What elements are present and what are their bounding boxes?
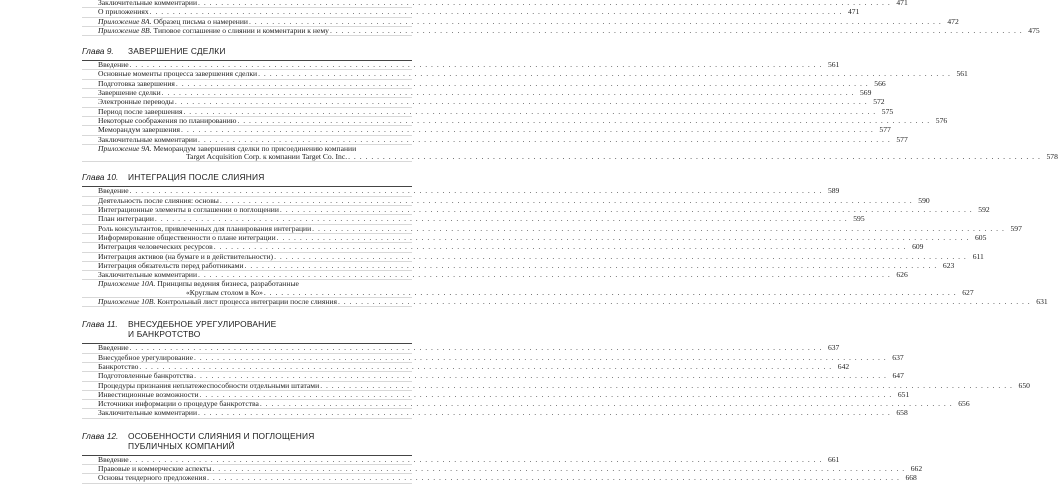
dot-leader: . . . . . . . . . . . . . . . . . . . . . . . . . . . . . . . . . . . . . . . . . . . . . . . . . . . . . . . . . . . . . . . . . . . . . . . . . . . . . . . . . . . . . . . . . . . . . . . . . . . . . . . . . . . . . . . . . . . . . . . . bbox=[175, 78, 869, 88]
entry-title: Некоторые соображения по планированию bbox=[98, 115, 237, 125]
chapter-title-line: ПУБЛИЧНЫХ КОМПАНИЙ bbox=[128, 440, 235, 451]
dot-leader: . . . . . . . . . . . . . . . . . . . . . . . . . . . . . . . . . . . . . . . . . . . . . . . . . . . . . . . . . . . . . . . . . . . . . . . . . . . . . . . . . . . . . . . . . . . . . . . . . . . . . . . . . . . . . . . . . . . . . . . . bbox=[129, 343, 823, 353]
entry-title: Интеграция человеческих ресурсов bbox=[98, 242, 213, 252]
entry-title: Интеграция активов (на бумаге и в действительности) bbox=[98, 251, 274, 261]
dot-leader: . . . . . . . . . . . . . . . . . . . . . . . . . . . . . . . . . . . . . . . . . . . . . . . . . . . . . . . . . . . . . . . . . . . . . . . . . . . . . . . . . . . . . . . . . . . . . . . . . . . . . . . . . . . . . . . . . . . . . . . . bbox=[258, 69, 951, 79]
page-number: 656 bbox=[958, 399, 970, 409]
appendix-label: Приложение 8B. bbox=[98, 25, 152, 35]
dot-leader: . . . . . . . . . . . . . . . . . . . . . . . . . . . . . . . . . . . . . . . . . . . . . . . . . . . . . . . . . . . . . . . . . . . . . . . . . . . . . . . . . . . . . . . . . . . . . . . . . . . . . . . . . . . . . . . . . . . . . . . . bbox=[181, 125, 874, 135]
dot-leader: . . . . . . . . . . . . . . . . . . . . . . . . . . . . . . . . . . . . . . . . . . . . . . . . . . . . . . . . . . . . . . . . . . . . . . . . . . . . . . . . . . . . . . . . . . . . . . . . . . . . . . . . . . . . . . . . . . . . . . . . bbox=[274, 251, 967, 261]
entry-title: Приложение 8А. Образец письма о намерении bbox=[98, 16, 248, 26]
entry-title: Роль консультантов, привлеченных для планирования интеграции bbox=[98, 223, 312, 233]
entry-title: Заключительные комментарии bbox=[98, 0, 198, 7]
entry-title: Период после завершения bbox=[98, 106, 183, 116]
chapter-number: Глава 12. bbox=[82, 430, 119, 441]
page-number: 637 bbox=[827, 343, 840, 353]
chapter-number: Глава 9. bbox=[82, 46, 114, 57]
entry-title: Основные моменты процесса завершения сделки bbox=[98, 69, 258, 79]
chapter-heading bbox=[82, 46, 412, 56]
page-number: 661 bbox=[827, 454, 840, 464]
page-number: 626 bbox=[896, 270, 908, 280]
dot-leader: . . . . . . . . . . . . . . . . . . . . . . . . . . . . . . . . . . . . . . . . . . . . . . . . . . . . . . . . . . . . . . . . . . . . . . . . . . . . . . . . . . . . . . . . . . . . . . . . . . . . . . . . . . . . . . . . . . . . . . . . bbox=[129, 454, 823, 464]
page-number: 471 bbox=[847, 7, 860, 17]
dot-leader: . . . . . . . . . . . . . . . . . . . . . . . . . . . . . . . . . . . . . . . . . . . . . . . . . . . . . . . . . . . . . . . . . . . . . . . . . . . . . . . . . . . . . . . . . . . . . . . . . . . . . . . . . . . . . . . . . . . . . . . . bbox=[129, 186, 823, 196]
page-number: 662 bbox=[910, 463, 923, 473]
page-number: 575 bbox=[881, 106, 894, 116]
dot-leader: . . . . . . . . . . . . . . . . . . . . . . . . . . . . . . . . . . . . . . . . . . . . . . . . . . . . . . . . . . . . . . . . . . . . . . . . . . . . . . . . . . . . . . . . . . . . . . . . . . . . . . . . . . . . . . . . . . . . . . . . bbox=[149, 7, 843, 17]
dot-leader: . . . . . . . . . . . . . . . . . . . . . . . . . . . . . . . . . . . . . . . . . . . . . . . . . . . . . . . . . . . . . . . . . . . . . . . . . . . . . . . . . . . . . . . . . . . . . . . . . . . . . . . . . . . . . . . . . . . . . . . . bbox=[154, 214, 848, 224]
entry-title: Правовые и коммерческие аспекты bbox=[98, 463, 212, 473]
page-number: 637 bbox=[892, 352, 904, 362]
entry-title: Введение bbox=[98, 343, 129, 353]
dot-leader: . . . . . . . . . . . . . . . . . . . . . . . . . . . . . . . . . . . . . . . . . . . . . . . . . . . . . . . . . . . . . . . . . . . . . . . . . . . . . . . . . . . . . . . . . . . . . . . . . . . . . . . . . . . . . . . . . . . . . . . . bbox=[183, 106, 877, 116]
chapter-entries bbox=[82, 343, 1030, 418]
entry-title: Источники информации о процедуре банкротства bbox=[98, 399, 259, 409]
entry-title: Электронные переводы bbox=[98, 97, 174, 107]
list-item bbox=[82, 473, 917, 483]
dot-leader: . . . . . . . . . . . . . . . . . . . . . . . . . . . . . . . . . . . . . . . . . . . . . . . . . . . . . . . . . . . . . . . . . . . . . . . . . . . . . . . . . . . . . . . . . . . . . . . . . . . . . . . . . . . . . . . . . . . . . . . . bbox=[198, 0, 891, 7]
entry-title: Target Acquisition Corp. к компании Target Co. Inc. bbox=[186, 152, 348, 162]
dot-leader: . . . . . . . . . . . . . . . . . . . . . . . . . . . . . . . . . . . . . . . . . . . . . . . . . . . . . . . . . . . . . . . . . . . . . . . . . . . . . . . . . . . . . . . . . . . . . . . . . . . . . . . . . . . . . . . . . . . . . . . . bbox=[198, 408, 891, 418]
chapter-title-line: ИНТЕГРАЦИЯ ПОСЛЕ СЛИЯНИЯ bbox=[128, 172, 265, 183]
chapter-title-line: ВНЕСУДЕБНОЕ УРЕГУЛИРОВАНИЕ bbox=[128, 319, 277, 330]
dot-leader: . . . . . . . . . . . . . . . . . . . . . . . . . . . . . . . . . . . . . . . . . . . . . . . . . . . . . . . . . . . . . . . . . . . . . . . . . . . . . . . . . . . . . . . . . . . . . . . . . . . . . . . . . . . . . . . . . . . . . . . . bbox=[337, 297, 1031, 307]
page-number: 627 bbox=[962, 287, 974, 297]
page-number: 595 bbox=[853, 214, 865, 224]
list-item bbox=[82, 408, 908, 418]
page-number: 647 bbox=[892, 371, 904, 381]
dot-leader: . . . . . . . . . . . . . . . . . . . . . . . . . . . . . . . . . . . . . . . . . . . . . . . . . . . . . . . . . . . . . . . . . . . . . . . . . . . . . . . . . . . . . . . . . . . . . . . . . . . . . . . . . . . . . . . . . . . . . . . . bbox=[139, 361, 833, 371]
page-number: 631 bbox=[1036, 297, 1048, 307]
page-number: 651 bbox=[897, 389, 910, 399]
dot-leader: . . . . . . . . . . . . . . . . . . . . . . . . . . . . . . . . . . . . . . . . . . . . . . . . . . . . . . . . . . . . . . . . . . . . . . . . . . . . . . . . . . . . . . . . . . . . . . . . . . . . . . . . . . . . . . . . . . . . . . . . bbox=[276, 232, 970, 242]
page-number: 577 bbox=[896, 134, 908, 144]
chapter-heading bbox=[82, 319, 412, 339]
dot-leader: . . . . . . . . . . . . . . . . . . . . . . . . . . . . . . . . . . . . . . . . . . . . . . . . . . . . . . . . . . . . . . . . . . . . . . . . . . . . . . . . . . . . . . . . . . . . . . . . . . . . . . . . . . . . . . . . . . . . . . . . bbox=[199, 389, 893, 399]
entry-title: Процедуры признания неплатежеспособности отдельными штатами bbox=[98, 380, 320, 390]
chapter-entries bbox=[82, 60, 1058, 162]
entry-title: Введение bbox=[98, 454, 129, 464]
dot-leader: . . . . . . . . . . . . . . . . . . . . . . . . . . . . . . . . . . . . . . . . . . . . . . . . . . . . . . . . . . . . . . . . . . . . . . . . . . . . . . . . . . . . . . . . . . . . . . . . . . . . . . . . . . . . . . . . . . . . . . . . bbox=[320, 380, 1013, 390]
chapter-title-line: И БАНКРОТСТВО bbox=[128, 329, 201, 340]
page-number: 472 bbox=[947, 16, 959, 26]
list-item bbox=[82, 25, 1040, 36]
dot-leader: . . . . . . . . . . . . . . . . . . . . . . . . . . . . . . . . . . . . . . . . . . . . . . . . . . . . . . . . . . . . . . . . . . . . . . . . . . . . . . . . . . . . . . . . . . . . . . . . . . . . . . . . . . . . . . . . . . . . . . . . bbox=[194, 371, 887, 381]
entry-title: Приложение 9А. Меморандум завершения сделки по присоединению компании bbox=[98, 143, 357, 153]
chapter-title bbox=[128, 431, 315, 451]
page-number: 642 bbox=[837, 361, 850, 371]
dot-leader: . . . . . . . . . . . . . . . . . . . . . . . . . . . . . . . . . . . . . . . . . . . . . . . . . . . . . . . . . . . . . . . . . . . . . . . . . . . . . . . . . . . . . . . . . . . . . . . . . . . . . . . . . . . . . . . . . . . . . . . . bbox=[279, 205, 973, 215]
page-number: 569 bbox=[860, 88, 872, 98]
page-number: 592 bbox=[978, 205, 990, 215]
page-number: 590 bbox=[918, 195, 930, 205]
table-of-contents bbox=[82, 0, 1058, 484]
dot-leader: . . . . . . . . . . . . . . . . . . . . . . . . . . . . . . . . . . . . . . . . . . . . . . . . . . . . . . . . . . . . . . . . . . . . . . . . . . . . . . . . . . . . . . . . . . . . . . . . . . . . . . . . . . . . . . . . . . . . . . . . bbox=[161, 88, 855, 98]
page-number: 668 bbox=[905, 473, 917, 483]
dot-leader: . . . . . . . . . . . . . . . . . . . . . . . . . . . . . . . . . . . . . . . . . . . . . . . . . . . . . . . . . . . . . . . . . . . . . . . . . . . . . . . . . . . . . . . . . . . . . . . . . . . . . . . . . . . . . . . . . . . . . . . . bbox=[348, 152, 1041, 162]
page-number: 658 bbox=[896, 408, 908, 418]
entry-title: Приложение 10В. Контрольный лист процесса интеграции после слияния bbox=[98, 297, 337, 307]
page-number: 611 bbox=[972, 251, 984, 261]
entry-title: Информирование общественности о плане интеграции bbox=[98, 232, 276, 242]
dot-leader: . . . . . . . . . . . . . . . . . . . . . . . . . . . . . . . . . . . . . . . . . . . . . . . . . . . . . . . . . . . . . . . . . . . . . . . . . . . . . . . . . . . . . . . . . . . . . . . . . . . . . . . . . . . . . . . . . . . . . . . . bbox=[213, 242, 907, 252]
dot-leader: . . . . . . . . . . . . . . . . . . . . . . . . . . . . . . . . . . . . . . . . . . . . . . . . . . . . . . . . . . . . . . . . . . . . . . . . . . . . . . . . . . . . . . . . . . . . . . . . . . . . . . . . . . . . . . . . . . . . . . . . bbox=[312, 223, 1005, 233]
appendix-continuation bbox=[82, 152, 1058, 162]
page-number: 561 bbox=[956, 69, 968, 79]
entry-title: Заключительные комментарии bbox=[98, 408, 198, 418]
chapter-title-line: ЗАВЕРШЕНИЕ СДЕЛКИ bbox=[128, 46, 226, 57]
chapter-title bbox=[128, 319, 276, 339]
chapter-entries bbox=[82, 186, 1048, 307]
dot-leader: . . . . . . . . . . . . . . . . . . . . . . . . . . . . . . . . . . . . . . . . . . . . . . . . . . . . . . . . . . . . . . . . . . . . . . . . . . . . . . . . . . . . . . . . . . . . . . . . . . . . . . . . . . . . . . . . . . . . . . . . bbox=[249, 16, 942, 26]
dot-leader: . . . . . . . . . . . . . . . . . . . . . . . . . . . . . . . . . . . . . . . . . . . . . . . . . . . . . . . . . . . . . . . . . . . . . . . . . . . . . . . . . . . . . . . . . . . . . . . . . . . . . . . . . . . . . . . . . . . . . . . . bbox=[212, 463, 906, 473]
chapter-heading bbox=[82, 431, 412, 451]
dot-leader: . . . . . . . . . . . . . . . . . . . . . . . . . . . . . . . . . . . . . . . . . . . . . . . . . . . . . . . . . . . . . . . . . . . . . . . . . . . . . . . . . . . . . . . . . . . . . . . . . . . . . . . . . . . . . . . . . . . . . . . . bbox=[198, 134, 891, 144]
dot-leader: . . . . . . . . . . . . . . . . . . . . . . . . . . . . . . . . . . . . . . . . . . . . . . . . . . . . . . . . . . . . . . . . . . . . . . . . . . . . . . . . . . . . . . . . . . . . . . . . . . . . . . . . . . . . . . . . . . . . . . . . bbox=[193, 352, 887, 362]
chapter-number: Глава 10. bbox=[82, 172, 119, 183]
entry-title: Инвестиционные возможности bbox=[98, 389, 199, 399]
entry-title: Приложение 10А. Принципы ведения бизнеса, разработанные bbox=[98, 279, 299, 289]
entry-title: Меморандум завершения bbox=[98, 125, 181, 135]
appendix-label: Приложение 10В. bbox=[98, 297, 156, 307]
appendix-label: Приложение 10А. bbox=[98, 279, 156, 289]
dot-leader: . . . . . . . . . . . . . . . . . . . . . . . . . . . . . . . . . . . . . . . . . . . . . . . . . . . . . . . . . . . . . . . . . . . . . . . . . . . . . . . . . . . . . . . . . . . . . . . . . . . . . . . . . . . . . . . . . . . . . . . . bbox=[244, 260, 938, 270]
page-number: 471 bbox=[896, 0, 908, 7]
entry-title: Введение bbox=[98, 60, 129, 70]
entry-title: Заключительные комментарии bbox=[98, 134, 198, 144]
dot-leader: . . . . . . . . . . . . . . . . . . . . . . . . . . . . . . . . . . . . . . . . . . . . . . . . . . . . . . . . . . . . . . . . . . . . . . . . . . . . . . . . . . . . . . . . . . . . . . . . . . . . . . . . . . . . . . . . . . . . . . . . bbox=[174, 97, 868, 107]
entry-title: Приложение 8B. Типовое соглашение о слиянии и комментарии к нему bbox=[98, 25, 329, 35]
page-number: 566 bbox=[874, 78, 886, 88]
entry-title: Введение bbox=[98, 186, 129, 196]
dot-leader: . . . . . . . . . . . . . . . . . . . . . . . . . . . . . . . . . . . . . . . . . . . . . . . . . . . . . . . . . . . . . . . . . . . . . . . . . . . . . . . . . . . . . . . . . . . . . . . . . . . . . . . . . . . . . . . . . . . . . . . . bbox=[329, 25, 1023, 35]
page-number: 577 bbox=[879, 125, 891, 135]
appendix-item bbox=[82, 297, 1048, 307]
entry-title: Заключительные комментарии bbox=[98, 270, 198, 280]
dot-leader: . . . . . . . . . . . . . . . . . . . . . . . . . . . . . . . . . . . . . . . . . . . . . . . . . . . . . . . . . . . . . . . . . . . . . . . . . . . . . . . . . . . . . . . . . . . . . . . . . . . . . . . . . . . . . . . . . . . . . . . . bbox=[237, 115, 931, 125]
chapter-heading bbox=[82, 172, 412, 182]
entry-title: Внесудебное урегулирование bbox=[98, 352, 193, 362]
appendix-label: Приложение 8А. bbox=[98, 16, 152, 26]
chapter-title bbox=[128, 172, 264, 182]
entry-title: Основы тендерного предложения bbox=[98, 473, 207, 483]
dot-leader: . . . . . . . . . . . . . . . . . . . . . . . . . . . . . . . . . . . . . . . . . . . . . . . . . . . . . . . . . . . . . . . . . . . . . . . . . . . . . . . . . . . . . . . . . . . . . . . . . . . . . . . . . . . . . . . . . . . . . . . . bbox=[259, 399, 953, 409]
dot-leader: . . . . . . . . . . . . . . . . . . . . . . . . . . . . . . . . . . . . . . . . . . . . . . . . . . . . . . . . . . . . . . . . . . . . . . . . . . . . . . . . . . . . . . . . . . . . . . . . . . . . . . . . . . . . . . . . . . . . . . . . bbox=[263, 287, 957, 297]
page-number: 650 bbox=[1018, 380, 1030, 390]
page-number: 605 bbox=[974, 232, 987, 242]
page-number: 561 bbox=[827, 60, 840, 70]
entry-title: План интеграции bbox=[98, 214, 154, 224]
entry-title: О приложениях bbox=[98, 7, 149, 17]
page-number: 609 bbox=[912, 242, 924, 252]
page-number: 572 bbox=[873, 97, 885, 107]
entry-title: «Круглым столом в Ко» bbox=[186, 287, 263, 297]
entry-title: Интеграционные элементы в соглашении о поглощении bbox=[98, 205, 279, 215]
entry-title: Деятельность после слияния: основы bbox=[98, 195, 219, 205]
page-number: 597 bbox=[1010, 223, 1022, 233]
page-number: 578 bbox=[1046, 152, 1058, 162]
chapter-number: Глава 11. bbox=[82, 319, 118, 330]
chapter-title bbox=[128, 46, 226, 56]
chapter-title-line: ОСОБЕННОСТИ СЛИЯНИЯ И ПОГЛОЩЕНИЯ bbox=[128, 430, 315, 441]
page-number: 475 bbox=[1028, 25, 1040, 35]
dot-leader: . . . . . . . . . . . . . . . . . . . . . . . . . . . . . . . . . . . . . . . . . . . . . . . . . . . . . . . . . . . . . . . . . . . . . . . . . . . . . . . . . . . . . . . . . . . . . . . . . . . . . . . . . . . . . . . . . . . . . . . . bbox=[207, 473, 900, 483]
page-number: 589 bbox=[827, 186, 840, 196]
chapter-entries bbox=[82, 454, 923, 484]
dot-leader: . . . . . . . . . . . . . . . . . . . . . . . . . . . . . . . . . . . . . . . . . . . . . . . . . . . . . . . . . . . . . . . . . . . . . . . . . . . . . . . . . . . . . . . . . . . . . . . . . . . . . . . . . . . . . . . . . . . . . . . . bbox=[198, 270, 891, 280]
page-number: 623 bbox=[942, 260, 955, 270]
entry-title: Банкротство bbox=[98, 361, 139, 371]
entry-title: Интеграция обязательств перед работниками bbox=[98, 260, 244, 270]
page-number: 576 bbox=[935, 115, 948, 125]
entry-title: Завершение сделки bbox=[98, 88, 161, 98]
dot-leader: . . . . . . . . . . . . . . . . . . . . . . . . . . . . . . . . . . . . . . . . . . . . . . . . . . . . . . . . . . . . . . . . . . . . . . . . . . . . . . . . . . . . . . . . . . . . . . . . . . . . . . . . . . . . . . . . . . . . . . . . bbox=[129, 60, 823, 70]
dot-leader: . . . . . . . . . . . . . . . . . . . . . . . . . . . . . . . . . . . . . . . . . . . . . . . . . . . . . . . . . . . . . . . . . . . . . . . . . . . . . . . . . . . . . . . . . . . . . . . . . . . . . . . . . . . . . . . . . . . . . . . . bbox=[219, 195, 913, 205]
entry-title: Подготовка завершения bbox=[98, 78, 175, 88]
entry-title: Подготовленные банкротства bbox=[98, 371, 194, 381]
appendix-label: Приложение 9А. bbox=[98, 143, 152, 153]
